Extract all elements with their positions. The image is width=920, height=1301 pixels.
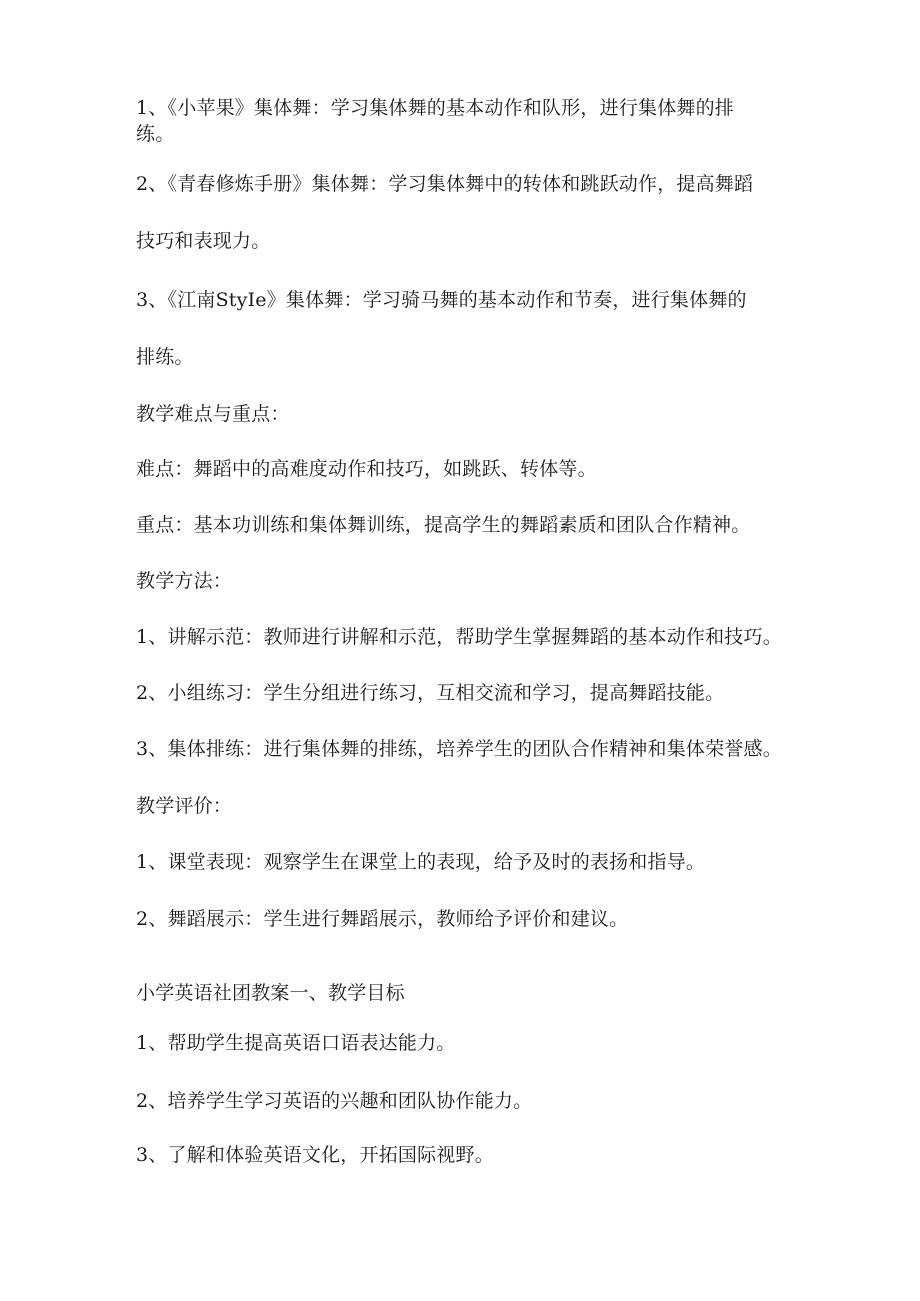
text-line: 1、讲解示范：教师进行讲解和示范，帮助学生掌握舞蹈的基本动作和技巧。 (136, 626, 782, 648)
section-heading: 教学评价： (136, 795, 233, 817)
text-line: 3、了解和体验英语文化，开拓国际视野。 (136, 1144, 494, 1166)
text-line: 3、集体排练：进行集体舞的排练，培养学生的团队合作精神和集体荣誉感。 (136, 738, 782, 760)
text-line: 难点：舞蹈中的高难度动作和技巧，如跳跃、转体等。 (136, 458, 597, 480)
text-line: 练。 (136, 123, 175, 145)
text-line: 3、《江南StyIe》集体舞：学习骑马舞的基本动作和节奏，进行集体舞的 (136, 289, 747, 311)
section-heading: 小学英语社团教案一、教学目标 (136, 982, 405, 1004)
text-line: 1、帮助学生提高英语口语表达能力。 (136, 1032, 456, 1054)
text-line: 1、课堂表现：观察学生在课堂上的表现，给予及时的表扬和指导。 (136, 851, 706, 873)
text-line: 2、小组练习：学生分组进行练习，互相交流和学习，提高舞蹈技能。 (136, 682, 725, 704)
text-line: 排练。 (136, 346, 194, 368)
text-line: 2、舞蹈展示：学生进行舞蹈展示，教师给予评价和建议。 (136, 908, 629, 930)
section-heading: 教学方法： (136, 570, 233, 592)
text-line: 2、培养学生学习英语的兴趣和团队协作能力。 (136, 1090, 533, 1112)
text-line: 1、《小苹果》集体舞：学习集体舞的基本动作和队形，进行集体舞的排 (136, 97, 734, 119)
text-line: 2、《青春修炼手册》集体舞：学习集体舞中的转体和跳跃动作，提高舞蹈 (136, 173, 754, 195)
text-line: 重点：基本功训练和集体舞训练，提高学生的舞蹈素质和团队合作精神。 (136, 514, 751, 536)
text-line: 技巧和表现力。 (136, 230, 271, 252)
section-heading: 教学难点与重点： (136, 403, 290, 425)
